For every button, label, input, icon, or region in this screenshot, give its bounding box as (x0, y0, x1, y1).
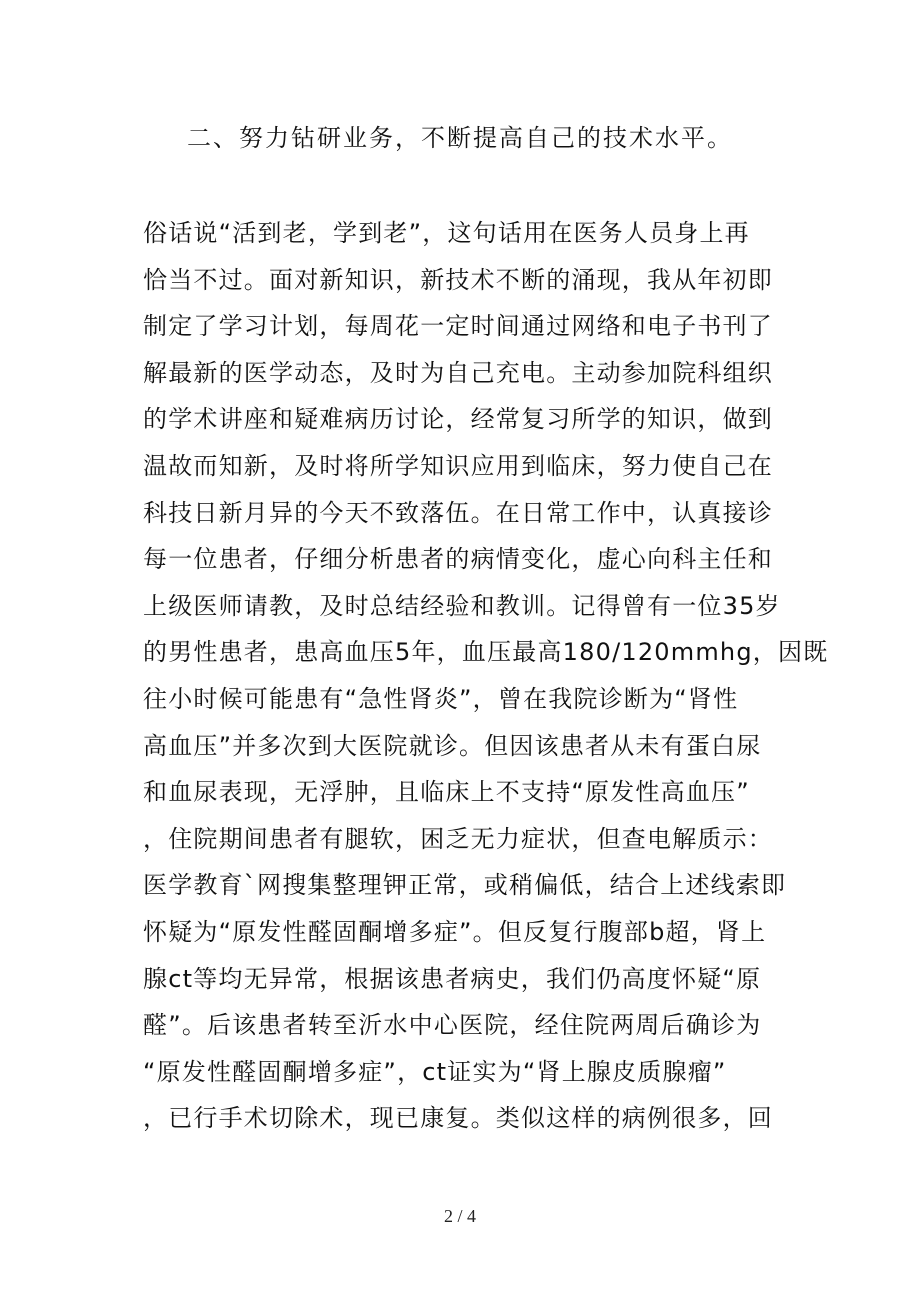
text-line: 恰当不过。面对新知识，新技术不断的涌现，我从年初即 (143, 265, 773, 294)
text-line: 高血压”并多次到大医院就诊。但因该患者从未有蛋白尿 (143, 731, 762, 760)
text-line: ，已行手术切除术，现已康复。类似这样的病例很多，回 (143, 1104, 773, 1133)
text-line: 醛”。后该患者转至沂水中心医院，经住院两周后确诊为 (143, 1011, 762, 1040)
text-line: 温故而知新，及时将所学知识应用到临床，努力使自己在 (143, 451, 773, 480)
section-heading: 二、努力钻研业务，不断提高自己的技术水平。 (187, 124, 733, 152)
text-line: “原发性醛固酮增多症”，ct证实为“肾上腺皮质腺瘤” (143, 1057, 727, 1086)
text-line: 往小时候可能患有“急性肾炎”，曾在我院诊断为“肾性 (143, 684, 739, 713)
text-line: 的学术讲座和疑难病历讨论，经常复习所学的知识，做到 (143, 405, 773, 434)
page-number: 2 / 4 (443, 1206, 476, 1226)
text-line: 解最新的医学动态，及时为自己充电。主动参加院科组织 (143, 358, 773, 387)
text-line: 俗话说“活到老，学到老”，这句话用在医务人员身上再 (143, 219, 750, 247)
text-line: 上级医师请教，及时总结经验和教训。记得曾有一位35岁 (143, 591, 781, 620)
text-line: 每一位患者，仔细分析患者的病情变化，虚心向科主任和 (143, 545, 773, 574)
text-line: 怀疑为“原发性醛固酮增多症”。但反复行腹部b超，肾上 (143, 917, 767, 946)
text-line: 制定了学习计划，每周花一定时间通过网络和电子书刊了 (143, 312, 773, 341)
text-line: 医学教育`网搜集整理钾正常，或稍偏低，结合上述线索即 (143, 871, 787, 900)
text-line: ，住院期间患者有腿软，困乏无力症状，但查电解质示： (143, 824, 773, 853)
text-line: 科技日新月异的今天不致落伍。在日常工作中，认真接诊 (143, 498, 773, 527)
text-line: 和血尿表现，无浮肿，且临床上不支持“原发性高血压” (143, 778, 750, 807)
text-line: 的男性患者，患高血压5年，血压最高180/120mmhg，因既 (143, 638, 829, 667)
body-paragraph (143, 210, 829, 1142)
text-line: 腺ct等均无异常，根据该患者病史，我们仍高度怀疑“原 (143, 964, 762, 993)
